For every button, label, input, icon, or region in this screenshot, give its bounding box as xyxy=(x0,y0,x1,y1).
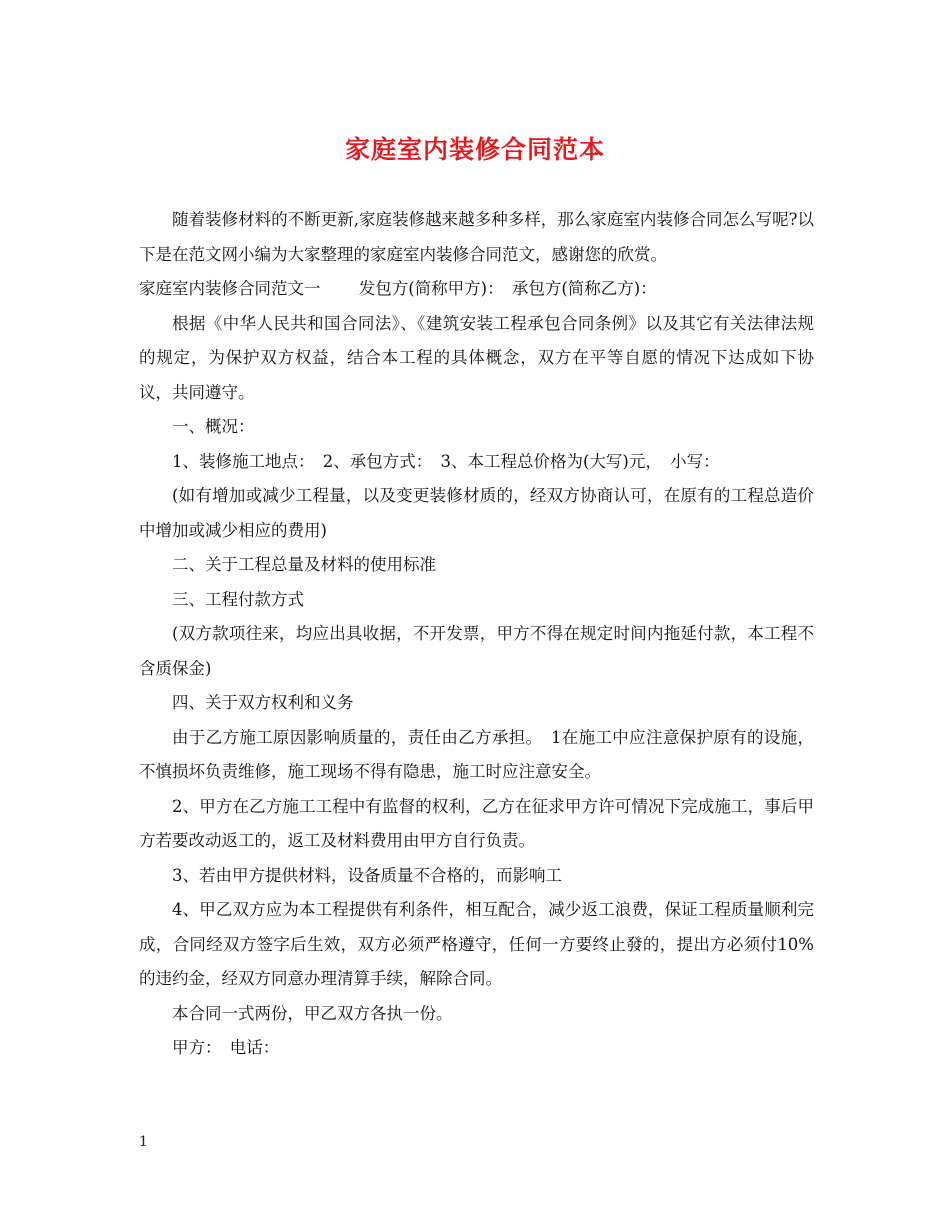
paragraph-intro: 随着装修材料的不断更新,家庭装修越来越多种多样，那么家庭室内装修合同怎么写呢?以下是在范文网小编为大家整理的家庭室内装修合同范文，感谢您的欣赏。 xyxy=(139,210,814,264)
paragraph-overview-items: 1、装修施工地点： 2、承包方式： 3、本工程总价格为(大写)元， 小写： xyxy=(172,451,720,471)
section-heading-payment: 三、工程付款方式 xyxy=(172,589,304,609)
paragraph-overview-note: (如有增加或减少工程量，以及变更装修材质的，经双方协商认可，在原有的工程总造价中增加或减少相应的费用) xyxy=(139,486,814,540)
paragraph-rights-1: 由于乙方施工原因影响质量的，责任由乙方承担。 1在施工中应注意保护原有的设施，不慎损坏负责维修，施工现场不得有隐患，施工时应注意安全。 xyxy=(139,727,814,781)
paragraph-signature-party-a: 甲方： 电话： xyxy=(172,1038,280,1057)
paragraph-legal-basis: 根据《中华人民共和国合同法》、《建筑安装工程承包合同条例》以及其它有关法律法规的规定，为保护双方权益，结合本工程的具体概念，双方在平等自愿的情况下达成如下协议，共同遵守。 xyxy=(139,313,814,402)
section-heading-overview: 一、概况： xyxy=(172,417,255,436)
paragraph-rights-3: 3、若由甲方提供材料，设备质量不合格的，而影响工 xyxy=(172,865,562,885)
paragraph-rights-4: 4、甲乙双方应为本工程提供有利条件，相互配合，减少返工浪费，保证工程质量顺利完成，合同经双方签字后生效，双方必须严格遵守，任何一方要终止發的，提出方必须付10%的违约金，经双方同意办理清算手续，解除合同。 xyxy=(139,900,814,988)
paragraph-copies: 本合同一式两份，甲乙双方各执一份。 xyxy=(172,1003,453,1023)
page-number: 1 xyxy=(139,1134,148,1150)
section-heading-materials: 二、关于工程总量及材料的使用标准 xyxy=(172,555,436,574)
section-heading-rights: 四、关于双方权利和义务 xyxy=(172,693,354,712)
paragraph-parties: 家庭室内装修合同范文一 发包方(简称甲方)： 承包方(简称乙方)： xyxy=(139,279,657,298)
document-body xyxy=(139,203,814,1066)
paragraph-payment-note: (双方款项往来，均应出具收据，不开发票，甲方不得在规定时间内拖延付款，本工程不含质保金) xyxy=(139,624,814,678)
page-title: 家庭室内装修合同范本 xyxy=(344,135,605,164)
paragraph-rights-2: 2、甲方在乙方施工工程中有监督的权利，乙方在征求甲方许可情况下完成施工，事后甲方若要改动返工的，返工及材料费用由甲方自行负责。 xyxy=(139,796,814,850)
